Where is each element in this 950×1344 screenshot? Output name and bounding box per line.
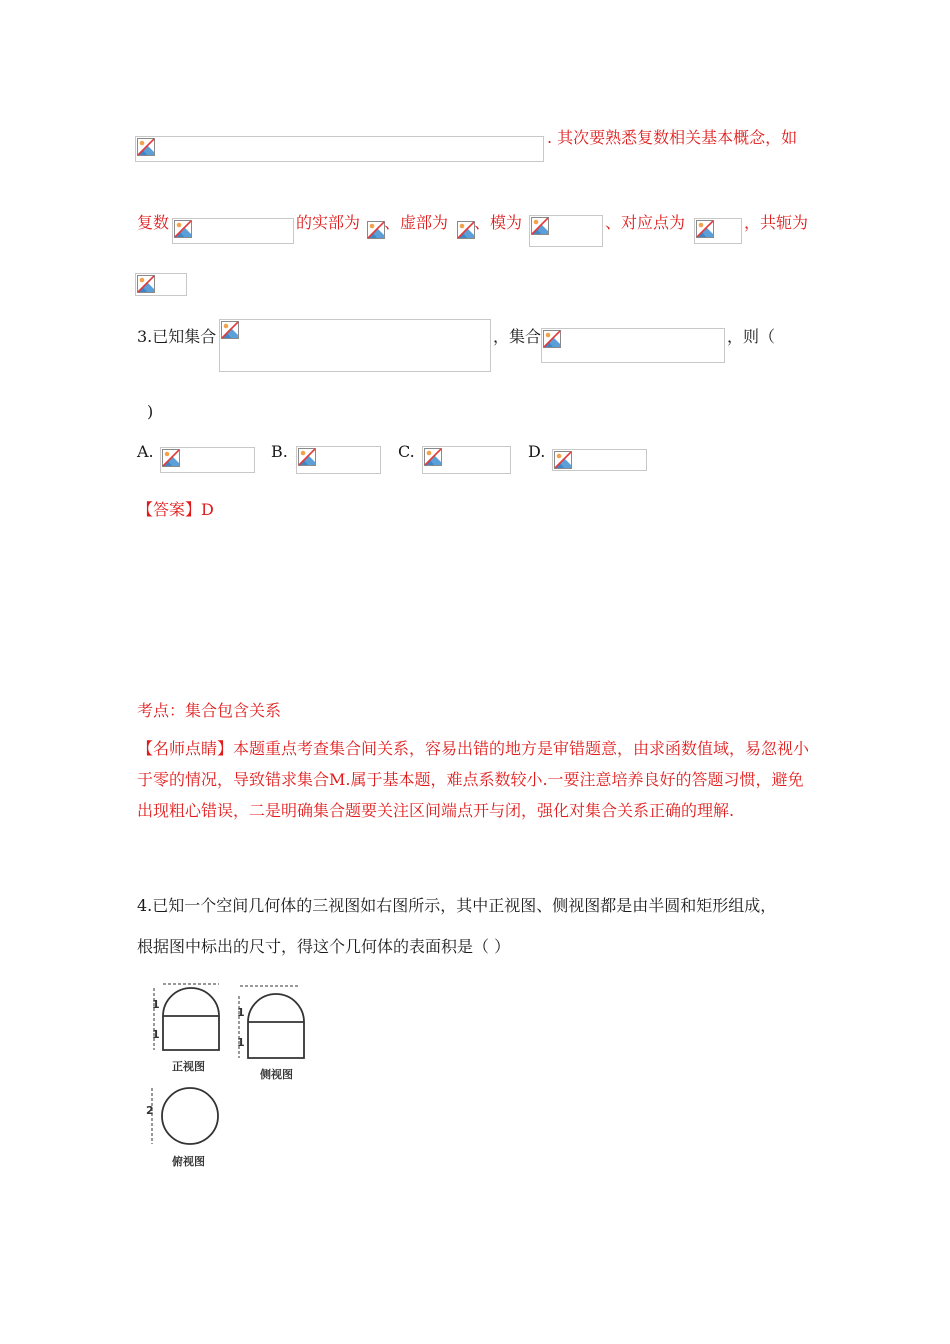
broken-image-icon (137, 138, 155, 156)
option-d-label: D. (528, 442, 546, 461)
side-view (239, 986, 304, 1058)
formula-image (135, 273, 187, 296)
broken-image-icon (367, 221, 385, 239)
option-a-label: A. (137, 442, 154, 461)
top-view-label: 俯视图 (172, 1155, 205, 1168)
broken-image-icon (221, 321, 239, 339)
kaodian: 考点：集合包含关系 (137, 701, 282, 720)
text-line1-tail: . 其次要熟悉复数相关基本概念，如 (547, 128, 798, 147)
broken-image-icon (457, 221, 475, 239)
side-view-label: 侧视图 (260, 1068, 293, 1081)
broken-image-icon (424, 448, 442, 466)
formula-image (694, 218, 742, 244)
option-b-label: B. (271, 442, 288, 461)
option-c-image (422, 446, 511, 474)
broken-image-icon (554, 451, 572, 469)
q3-mid: ，集合 (493, 327, 542, 346)
formula-image (135, 136, 544, 162)
option-b-image (296, 446, 381, 474)
broken-image-icon (174, 220, 192, 238)
front-dim-2: 1 (152, 1028, 160, 1041)
mingshi-paragraph: 【名师点睛】本题重点考查集合间关系，容易出错的地方是审错题意，由求函数值域，易忽视小于零的情况，导致错求集合M.属于基本题，难点系数较小.一要注意培养良好的答题习惯，避免出现粗心错误，二是明确集合题要关注区间端点开与闭，强化对集合关系正确的理解. (137, 739, 810, 820)
side-dim-2: 1 (237, 1036, 245, 1049)
side-dim-1: 1 (237, 1006, 245, 1019)
text-imag-part: 、虚部为 (384, 213, 449, 232)
answer: 【答案】D (137, 500, 214, 519)
front-dim-1: 1 (152, 998, 160, 1011)
broken-image-icon (162, 449, 180, 467)
q4-line2: 根据图中标出的尺寸，得这个几何体的表面积是（ ） (137, 937, 511, 956)
top-view (152, 1088, 218, 1144)
front-view-label: 正视图 (172, 1060, 205, 1073)
formula-image (172, 218, 294, 244)
option-c-label: C. (398, 442, 415, 461)
q3-end: ，则（ (727, 327, 776, 346)
formula-image (529, 215, 603, 247)
text-conjugate: ，共轭为 (744, 213, 809, 232)
broken-image-icon (298, 448, 316, 466)
three-view-figure (140, 978, 330, 1173)
text-complex-label: 复数 (137, 213, 170, 232)
option-d-image (552, 449, 647, 471)
formula-image (541, 328, 725, 363)
option-a-image (160, 447, 255, 473)
broken-image-icon (696, 220, 714, 238)
text-point: 、对应点为 (605, 213, 686, 232)
q3-stem: 3.已知集合 (137, 327, 217, 346)
q4-line1: 4.已知一个空间几何体的三视图如右图所示，其中正视图、侧视图都是由半圆和矩形组成， (137, 896, 777, 915)
broken-image-icon (531, 217, 549, 235)
broken-image-icon (543, 330, 561, 348)
formula-image (219, 319, 491, 372)
q3-close: ) (147, 402, 154, 421)
broken-image-icon (137, 275, 155, 293)
front-view (154, 984, 219, 1050)
text-modulus: 、模为 (474, 213, 523, 232)
text-real-part: 的实部为 (296, 213, 361, 232)
top-dim: 2 (146, 1104, 154, 1117)
